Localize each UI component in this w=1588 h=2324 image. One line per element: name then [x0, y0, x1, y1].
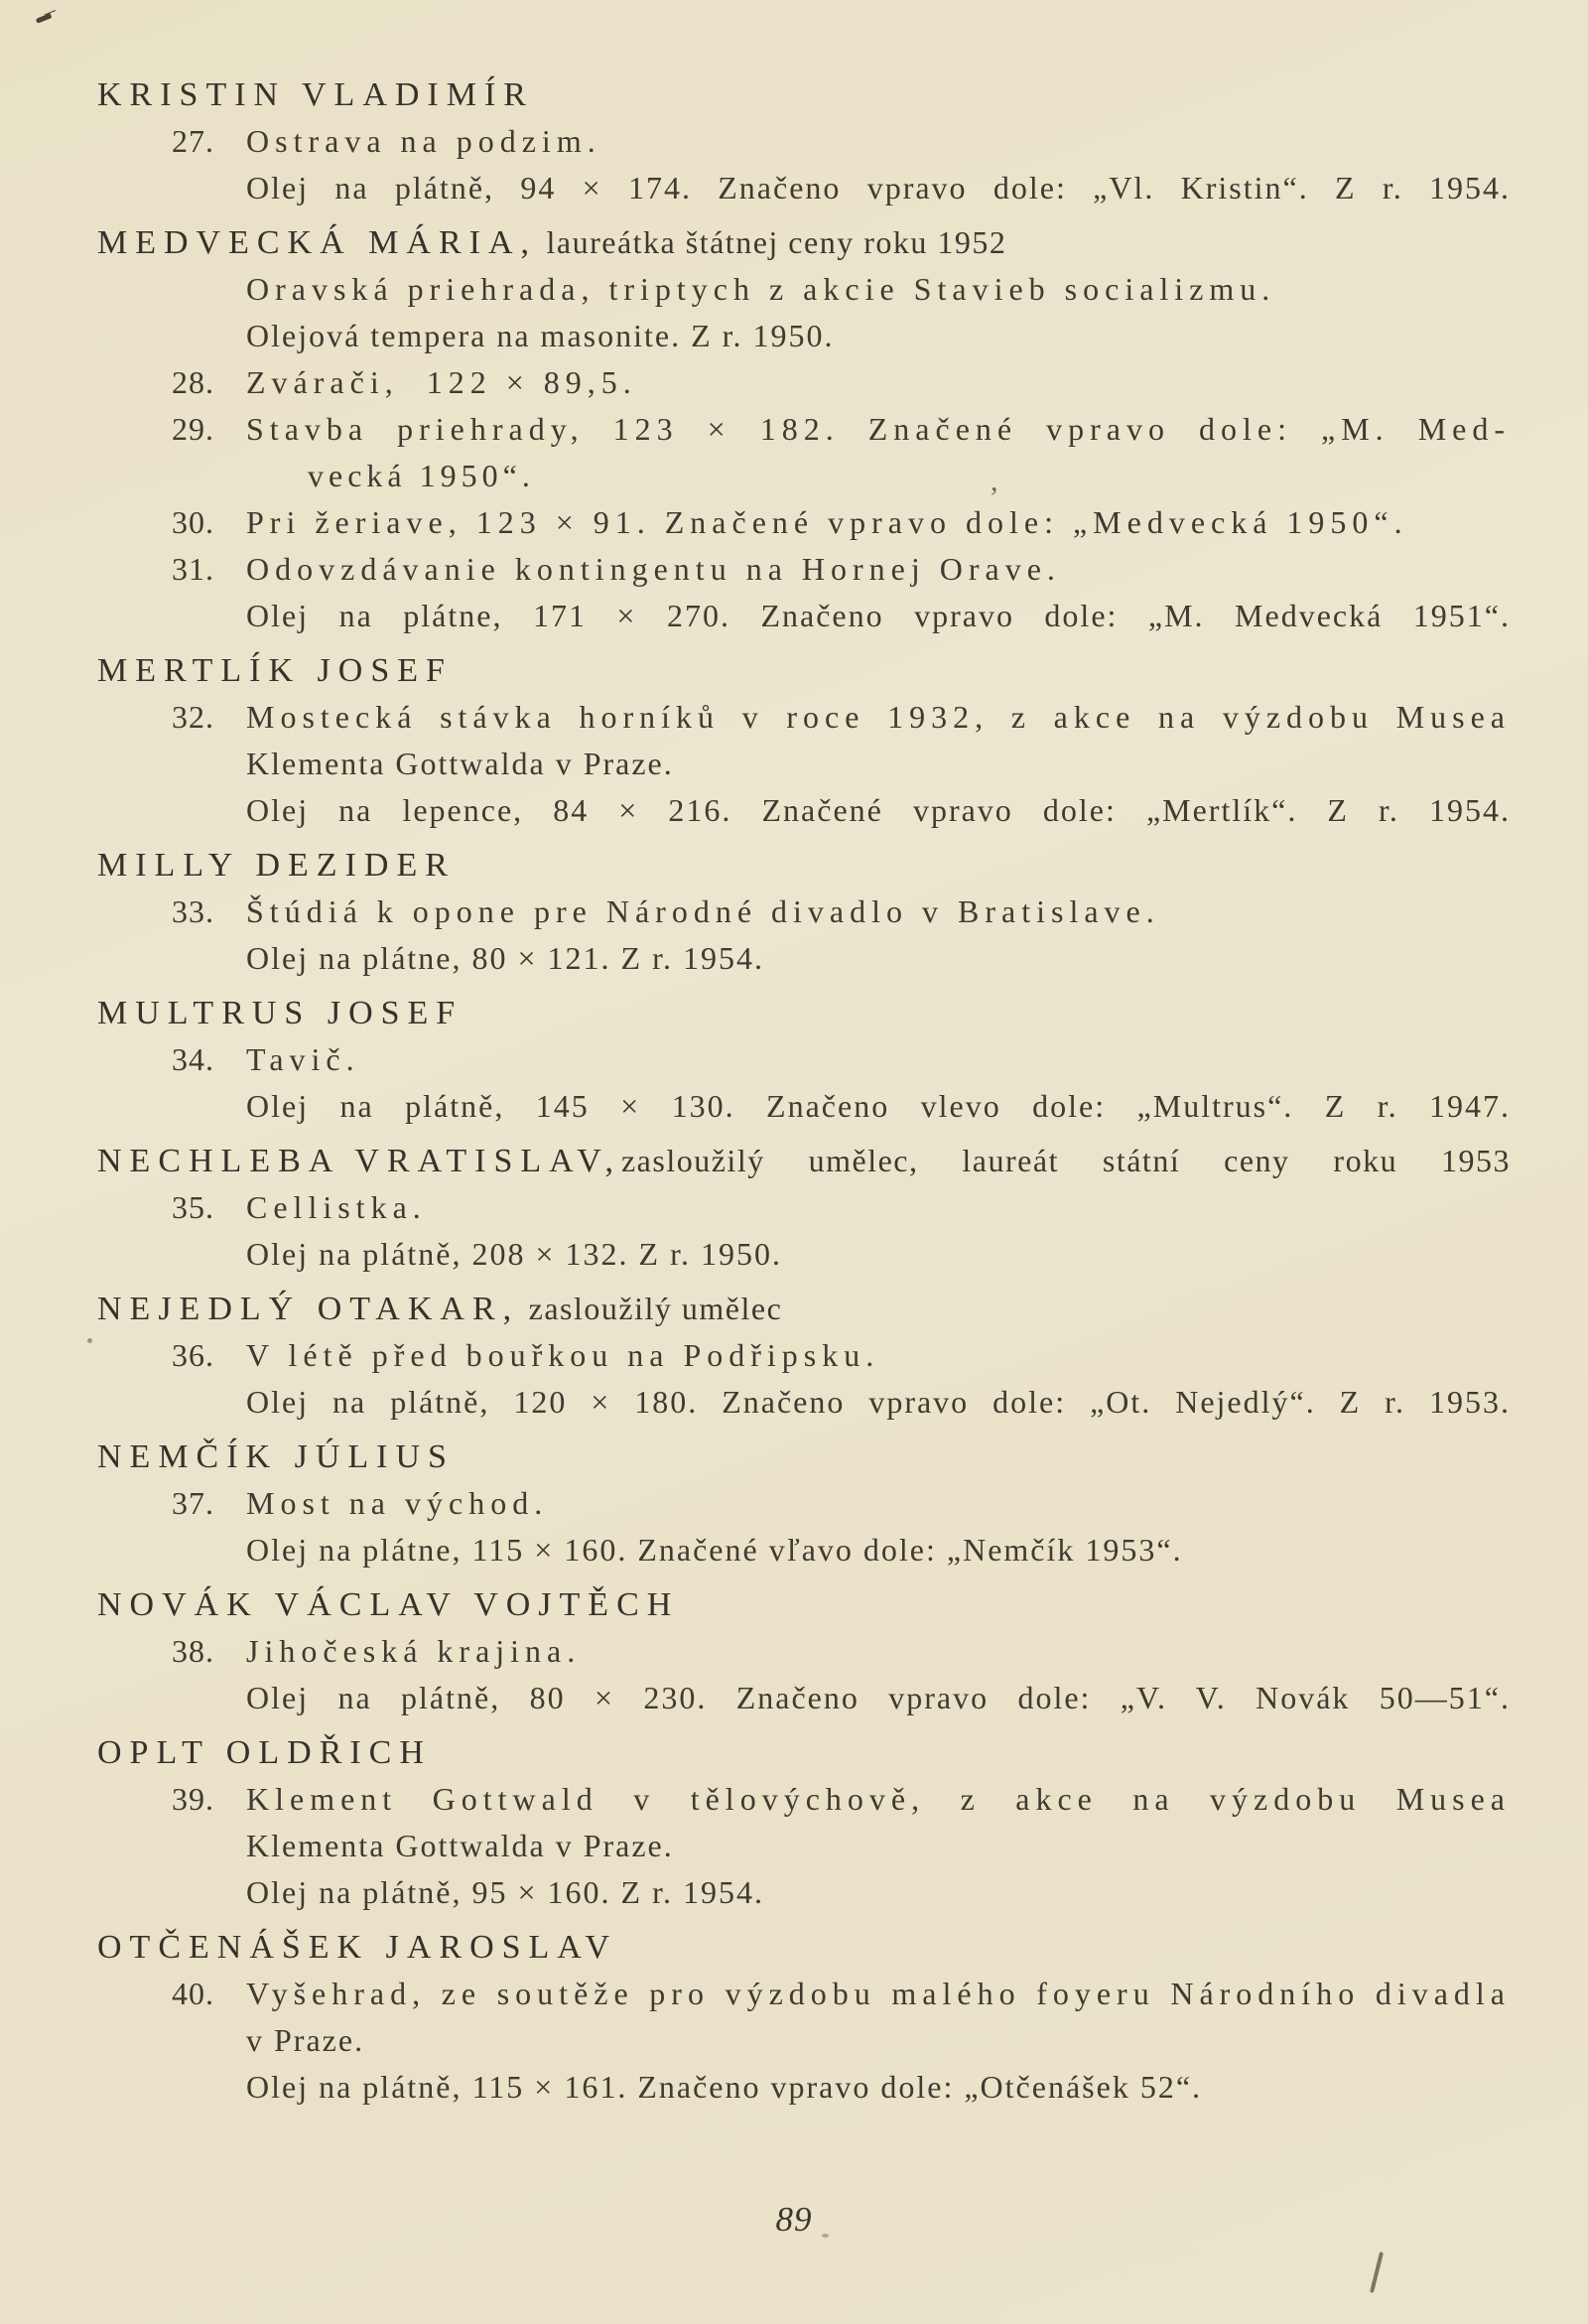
work-number: 39. — [172, 1781, 214, 1817]
work-item — [97, 694, 1511, 741]
work-number: 40. — [172, 1976, 214, 2011]
work-number: 29. — [172, 411, 214, 447]
work-title: Štúdiá k opone pre Národné divadlo v Bratislave. — [246, 893, 1160, 929]
work-title: Vyšehrad, ze soutěže pro výzdobu malého foyeru Národního divadla — [246, 1976, 1511, 2011]
artist-heading — [97, 1729, 1511, 1776]
work-title: Pri žeriave, 123 × 91. Značené vpravo dole: „Medvecká 1950“. — [246, 504, 1408, 540]
work-item — [97, 1776, 1511, 1823]
work-title: Zvárači, 122 × 89,5. — [246, 364, 637, 400]
work-detail: Olej na plátne, 115 × 160. Značené vľavo dole: „Nemčík 1953“. — [246, 1532, 1183, 1568]
work-detail: Olej na plátně, 95 × 160. Z r. 1954. — [246, 1874, 764, 1910]
artist-heading — [97, 647, 1511, 694]
artist-heading — [97, 990, 1511, 1036]
artist-heading — [97, 1924, 1511, 1971]
work-detail: Olej na plátne, 80 × 121. Z r. 1954. — [246, 940, 764, 976]
work-item — [97, 499, 1511, 546]
work-number: 30. — [172, 504, 214, 540]
artist-name: MEDVECKÁ MÁRIA, — [97, 224, 537, 261]
artist-heading — [97, 219, 1511, 266]
artist-name: NOVÁK VÁCLAV VOJTĚCH — [97, 1586, 680, 1623]
work-title: Cellistka. — [246, 1189, 427, 1225]
artist-heading — [97, 1138, 1511, 1184]
artist-honorific: zasloužilý umělec — [519, 1291, 783, 1326]
artist-name: KRISTIN VLADIMÍR — [97, 76, 534, 113]
artist-name: NEJEDLÝ OTAKAR, — [97, 1291, 520, 1327]
work-title: V létě před bouřkou na Podřipsku. — [246, 1337, 880, 1373]
work-detail: Olej na plátně, 80 × 230. Značeno vpravo dole: „V. V. Novák 50—51“. — [246, 1680, 1511, 1715]
work-detail: Olej na plátně, 115 × 161. Značeno vpravo dole: „Otčenášek 52“. — [246, 2069, 1203, 2105]
artist-heading — [97, 1434, 1511, 1480]
artist-name: MILLY DEZIDER — [97, 847, 456, 884]
work-title-continuation: v Praze. — [246, 2022, 365, 2058]
artist-heading — [97, 842, 1511, 889]
page-number: 89 — [775, 2200, 813, 2239]
work-item — [97, 118, 1511, 165]
work-title: Tavič. — [246, 1041, 360, 1077]
artist-name: OTČENÁŠEK JAROSLAV — [97, 1929, 618, 1966]
work-item — [97, 889, 1511, 935]
work-title: Odovzdávanie kontingentu na Hornej Orave. — [246, 551, 1061, 587]
artist-name: OPLT OLDŘICH — [97, 1734, 432, 1771]
work-title: Stavba priehrady, 123 × 182. Značené vpravo dole: „M. Med- — [246, 411, 1511, 447]
work-number: 37. — [172, 1485, 214, 1521]
work-title: Jihočeská krajina. — [246, 1633, 582, 1669]
work-item — [97, 1036, 1511, 1083]
work-number: 32. — [172, 699, 214, 735]
artist-name: MULTRUS JOSEF — [97, 995, 463, 1031]
artist-name: NECHLEBA VRATISLAV, — [97, 1143, 621, 1179]
artist-honorific: laureátka štátnej ceny roku 1952 — [537, 224, 1007, 260]
work-detail: Olej na plátne, 171 × 270. Značeno vpravo dole: „M. Medvecká 1951“. — [246, 598, 1511, 633]
work-title: Klement Gottwald v tělovýchově, z akce na výzdobu Musea — [246, 1781, 1511, 1817]
work-item — [97, 1332, 1511, 1379]
ink-slash-bottom-right — [1370, 2252, 1384, 2293]
work-detail: Olej na plátně, 94 × 174. Značeno vpravo dole: „Vl. Kristin“. Z r. 1954. — [246, 170, 1511, 205]
work-item — [97, 1480, 1511, 1527]
work-title: Mostecká stávka horníků v roce 1932, z akce na výzdobu Musea — [246, 699, 1511, 735]
work-number: 27. — [172, 123, 214, 159]
work-item — [97, 406, 1511, 453]
artist-heading — [97, 1286, 1511, 1332]
artist-heading — [97, 1581, 1511, 1628]
artist-honorific: zasloužilý umělec, laureát státní ceny roku 1953 — [620, 1143, 1511, 1178]
work-item — [97, 1628, 1511, 1675]
work-detail: Olejová tempera na masonite. Z r. 1950. — [246, 318, 835, 353]
artist-heading — [97, 71, 1511, 118]
work-number: 35. — [172, 1189, 214, 1225]
work-item — [97, 1971, 1511, 2017]
work-number: 31. — [172, 551, 214, 587]
work-detail: Olej na lepence, 84 × 216. Značené vpravo dole: „Mertlík“. Z r. 1954. — [246, 792, 1511, 828]
stray-comma-mark: , — [991, 465, 998, 497]
work-title-unnumbered: Oravská priehrada, triptych z akcie Stavieb socializmu. — [246, 271, 1276, 307]
artist-name: NEMČÍK JÚLIUS — [97, 1438, 455, 1475]
work-title-continuation: vecká 1950“. — [308, 458, 535, 493]
work-number: 38. — [172, 1633, 214, 1669]
work-title: Ostrava na podzim. — [246, 123, 601, 159]
work-title: Most na východ. — [246, 1485, 549, 1521]
artist-name: MERTLÍK JOSEF — [97, 652, 453, 689]
work-title-continuation: Klementa Gottwalda v Praze. — [246, 1828, 674, 1863]
work-item — [97, 546, 1511, 593]
work-detail: Olej na plátně, 145 × 130. Značeno vlevo dole: „Multrus“. Z r. 1947. — [246, 1088, 1511, 1124]
work-number: 34. — [172, 1041, 214, 1077]
work-number: 33. — [172, 893, 214, 929]
work-title-continuation: Klementa Gottwalda v Praze. — [246, 746, 674, 781]
work-detail: Olej na plátně, 208 × 132. Z r. 1950. — [246, 1236, 782, 1272]
work-number: 36. — [172, 1337, 214, 1373]
work-number: 28. — [172, 364, 214, 400]
work-detail: Olej na plátně, 120 × 180. Značeno vpravo dole: „Ot. Nejedlý“. Z r. 1953. — [246, 1384, 1511, 1420]
work-item — [97, 359, 1511, 406]
work-item — [97, 1184, 1511, 1231]
